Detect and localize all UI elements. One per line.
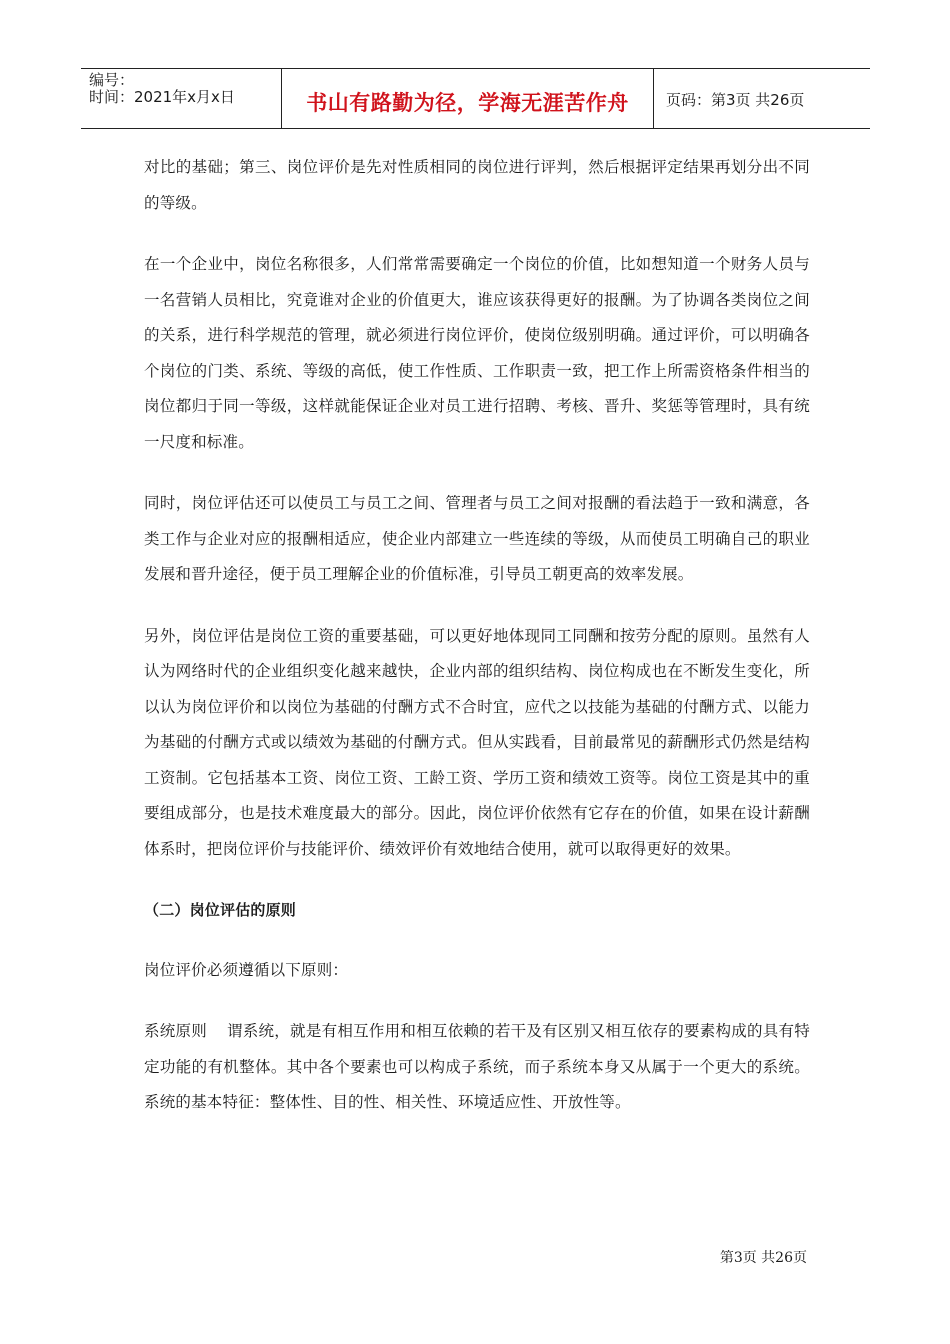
page-footer: 第3页 共26页	[719, 1250, 807, 1266]
header-page-code: 页码：第3页 共26页	[666, 91, 805, 109]
document-header	[81, 68, 870, 129]
paragraph: 另外，岗位评估是岗位工资的重要基础，可以更好地体现同工同酬和按劳分配的原则。虽然有人认为网络时代的企业组织变化越来越快，企业内部的组织结构、岗位构成也在不断发生变化，所以认为岗位评价和以岗位为基础的付酬方式不合时宜，应代之以技能为基础的付酬方式、以能力为基础的付酬方式或以绩效为基础的付酬方式。但从实践看，目前最常见的薪酬形式仍然是结构工资制。它包括基本工资、岗位工资、工龄工资、学历工资和绩效工资等。岗位工资是其中的重要组成部分，也是技术难度最大的部分。因此，岗位评价依然有它存在的价值，如果在设计薪酬体系时，把岗位评价与技能评价、绩效评价有效地结合使用，就可以取得更好的效果。	[144, 626, 810, 858]
principles-intro: 岗位评价必须遵循以下原则：	[144, 960, 349, 979]
header-page-code-cell	[654, 69, 870, 128]
system-principle-term: 系统原则	[144, 1022, 208, 1040]
paragraph: 同时，岗位评估还可以使员工与员工之间、管理者与员工之间对报酬的看法趋于一致和满意，各类工作与企业对应的报酬相适应，使企业内部建立一些连续的等级，从而使员工明确自己的职业发展和晋升途径，便于员工理解企业的价值标准，引导员工朝更高的效率发展。	[144, 494, 810, 583]
section-heading: （二）岗位评估的原则	[144, 901, 297, 919]
system-principle-paragraph	[144, 1014, 810, 1121]
paragraph: 在一个企业中，岗位名称很多，人们常常需要确定一个岗位的价值，比如想知道一个财务人员与一名营销人员相比，究竟谁对企业的价值更大，谁应该获得更好的报酬。为了协调各类岗位之间的关系，进行科学规范的管理，就必须进行岗位评价，使岗位级别明确。通过评价，可以明确各个岗位的门类、系统、等级的高低，使工作性质、工作职责一致，把工作上所需资格条件相当的岗位都归于同一等级，这样就能保证企业对员工进行招聘、考核、晋升、奖惩等管理时，具有统一尺度和标准。	[144, 255, 810, 451]
header-motto: 书山有路勤为径，学海无涯苦作舟	[306, 91, 629, 115]
document-time-label: 时间：2021年x月x日	[89, 88, 235, 106]
system-principle-text: 谓系统，就是有相互作用和相互依赖的若干及有区别又相互依存的要素构成的具有特定功能的有机整体。其中各个要素也可以构成子系统，而子系统本身又从属于一个更大的系统。系统的基本特征：整体性、目的性、相关性、环境适应性、开放性等。	[144, 1022, 810, 1111]
paragraph: 对比的基础；第三、岗位评价是先对性质相同的岗位进行评判，然后根据评定结果再划分出不同的等级。	[144, 158, 810, 212]
header-motto-cell	[281, 69, 654, 128]
document-number-label: 编号：	[89, 71, 135, 89]
header-meta	[81, 69, 281, 128]
document-body	[144, 150, 810, 1147]
